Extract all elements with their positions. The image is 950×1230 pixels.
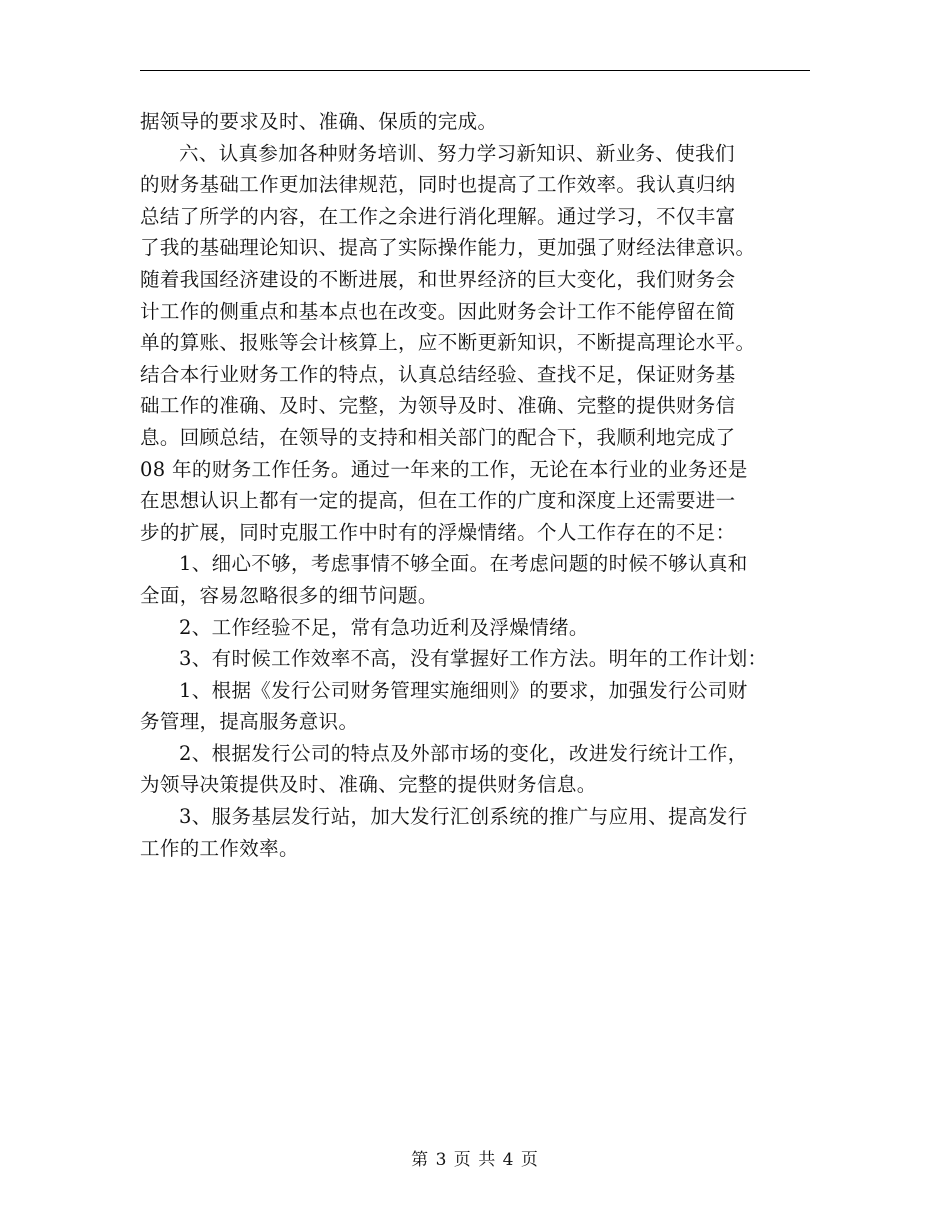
text-line: 全面，容易忽略很多的细节问题。 — [140, 583, 438, 607]
text-line: 息。回顾总结，在领导的支持和相关部门的配合下，我顺利地完成了 — [140, 425, 736, 449]
text-line: 3、有时候工作效率不高，没有掌握好工作方法。明年的工作计划： — [179, 647, 768, 671]
text-line: 工作的工作效率。 — [140, 836, 299, 860]
text-line: 随着我国经济建设的不断进展，和世界经济的巨大变化，我们财务会 — [140, 267, 736, 291]
text-line: 3、服务基层发行站，加大发行汇创系统的推广与应用、提高发行 — [179, 805, 748, 829]
body-text — [140, 106, 812, 864]
text-line: 1、根据《发行公司财务管理实施细则》的要求，加强发行公司财 — [179, 678, 748, 702]
header-rule — [140, 70, 810, 71]
text-line: 在思想认识上都有一定的提高，但在工作的广度和深度上还需要进一 — [140, 489, 736, 513]
text-line: 的财务基础工作更加法律规范，同时也提高了工作效率。我认真归纳 — [140, 173, 736, 197]
text-line: 1、细心不够，考虑事情不够全面。在考虑问题的时候不够认真和 — [179, 552, 748, 576]
text-line: 据领导的要求及时、准确、保质的完成。 — [140, 110, 498, 133]
text-line: 础工作的准确、及时、完整，为领导及时、准确、完整的提供财务信 — [140, 394, 736, 418]
text-line: 为领导决策提供及时、准确、完整的提供财务信息。 — [140, 773, 597, 797]
text-line: 08 年的财务工作任务。通过一年来的工作，无论在本行业的业务还是 — [140, 457, 748, 481]
text-line: 六、认真参加各种财务培训、努力学习新知识、新业务、使我们 — [179, 141, 735, 165]
text-line: 了我的基础理论知识、提高了实际操作能力，更加强了财经法律意识。 — [140, 236, 756, 260]
text-line: 总结了所学的内容，在工作之余进行消化理解。通过学习，不仅丰富 — [140, 204, 736, 228]
text-line: 2、工作经验不足，常有急功近利及浮燥情绪。 — [179, 615, 589, 639]
text-line: 2、根据发行公司的特点及外部市场的变化，改进发行统计工作， — [179, 741, 748, 765]
text-line: 步的扩展，同时克服工作中时有的浮燥情绪。个人工作存在的不足： — [140, 520, 736, 544]
text-line: 计工作的侧重点和基本点也在改变。因此财务会计工作不能停留在简 — [140, 299, 736, 323]
text-line: 务管理，提高服务意识。 — [140, 710, 359, 734]
text-line: 结合本行业财务工作的特点，认真总结经验、查找不足，保证财务基 — [140, 362, 736, 386]
text-line: 单的算账、报账等会计核算上，应不断更新知识，不断提高理论水平。 — [140, 331, 756, 355]
page-number: 第 3 页 共 4 页 — [411, 1150, 539, 1170]
